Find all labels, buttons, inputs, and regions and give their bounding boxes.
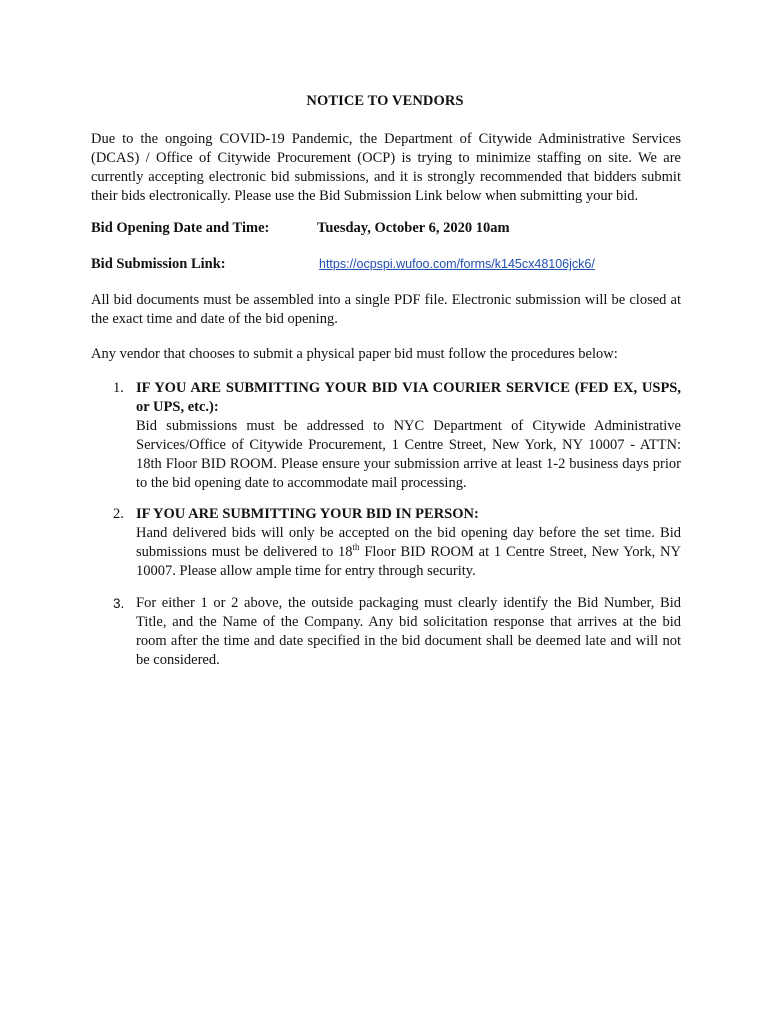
bid-link-label: Bid Submission Link: [91, 256, 226, 272]
list-item-number: 2. [113, 506, 124, 522]
bid-opening-label: Bid Opening Date and Time: [91, 220, 270, 236]
list-item-heading: IF YOU ARE SUBMITTING YOUR BID VIA COURIER SERVICE (FED EX, USPS, or UPS, etc.): [136, 380, 681, 415]
bid-opening-value: Tuesday, October 6, 2020 10am [317, 220, 510, 236]
intro-paragraph: Due to the ongoing COVID-19 Pandemic, the Department of Citywide Administrative Services (DCAS) / Office of Citywide Procurement (OCP) is trying to minimize staffing on site. We are currently accepting electronic bid submissions, and it is strongly recommended that bidders submit their bids electronically. Please use the Bid Submission Link below when submitting your bid. [91, 131, 681, 204]
list-item-number: 1. [113, 380, 124, 396]
bid-submission-link[interactable]: https://ocpspi.wufoo.com/forms/k145cx48106jck6/ [319, 257, 595, 271]
vendor-note-paragraph: Any vendor that chooses to submit a physical paper bid must follow the procedures below: [91, 346, 618, 362]
list-item-text: Bid submissions must be addressed to NYC Department of Citywide Administrative Services/Office of Citywide Procurement, 1 Centre Street, New York, NY 10007 - ATTN: 18th Floor BID ROOM. Please ensure your submission arrive at least 1-2 business days prior to the bid opening date to accommodate mail processing. [136, 418, 681, 491]
list-item-text: For either 1 or 2 above, the outside packaging must clearly identify the Bid Number, Bid Title, and the Name of the Company. Any bid solicitation response that arrives at the bid room after the time and date specified in the bid document shall be deemed late and will not be considered. [136, 595, 681, 668]
closing-note-paragraph: All bid documents must be assembled into a single PDF file. Electronic submission will be closed at the exact time and date of the bid opening. [91, 292, 681, 327]
list-item-heading: IF YOU ARE SUBMITTING YOUR BID IN PERSON: [136, 506, 479, 522]
page-title: NOTICE TO VENDORS [306, 93, 464, 109]
list-item-number: 3. [113, 596, 125, 611]
list-item-text-continued: Floor BID ROOM at 1 Centre Street, New York, NY 10007. Please allow ample time for entry through security. [136, 544, 681, 579]
ordinal-superscript: th [352, 542, 360, 553]
list-item-text: Hand delivered bids will only be accepted on the bid opening day before the set time. Bid submissions must be delivered to 18 [136, 525, 681, 560]
